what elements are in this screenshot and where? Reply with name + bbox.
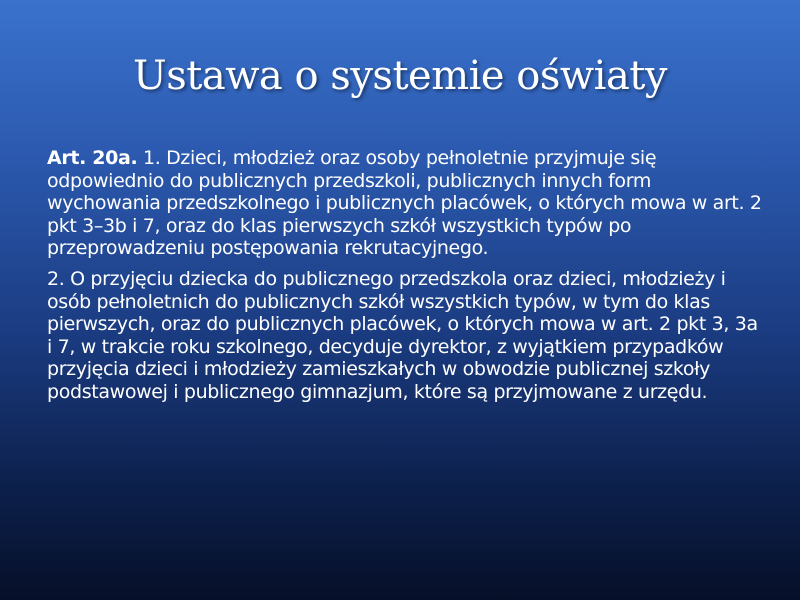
paragraph-2-text: 2. O przyjęciu dziecka do publicznego przedszkola oraz dzieci, młodzieży i osób pełnoletnich do publicznych szkół wszystkich typów, w tym do klas pierwszych, oraz do publicznych placówek, o których mowa w art. 2 pkt 3, 3a i 7, w trakcie roku szkolnego, decyduje dyrektor, z wyjątkiem przypadków przyjęcia dzieci i młodzieży zamieszkałych w obwodzie publicznej szkoły podstawowej i publicznego gimnazjum, które są przyjmowane z urzędu. — [47, 267, 758, 403]
slide-body — [47, 147, 767, 412]
article-label: Art. 20a. — [47, 147, 138, 169]
paragraph-2 — [47, 268, 767, 404]
paragraph-1-text: 1. Dzieci, młodzież oraz osoby pełnoletnie przyjmuje się odpowiednio do publicznych przedszkoli, publicznych innych form wychowania przedszkolnego i publicznych placówek, o których mowa w art. 2 pkt 3–3b i 7, oraz do klas pierwszych szkół wszystkich typów po przeprowadzeniu postępowania rekrutacyjnego. — [47, 147, 762, 260]
slide-title: Ustawa o systemie oświaty — [133, 53, 667, 99]
paragraph-1 — [47, 147, 767, 260]
